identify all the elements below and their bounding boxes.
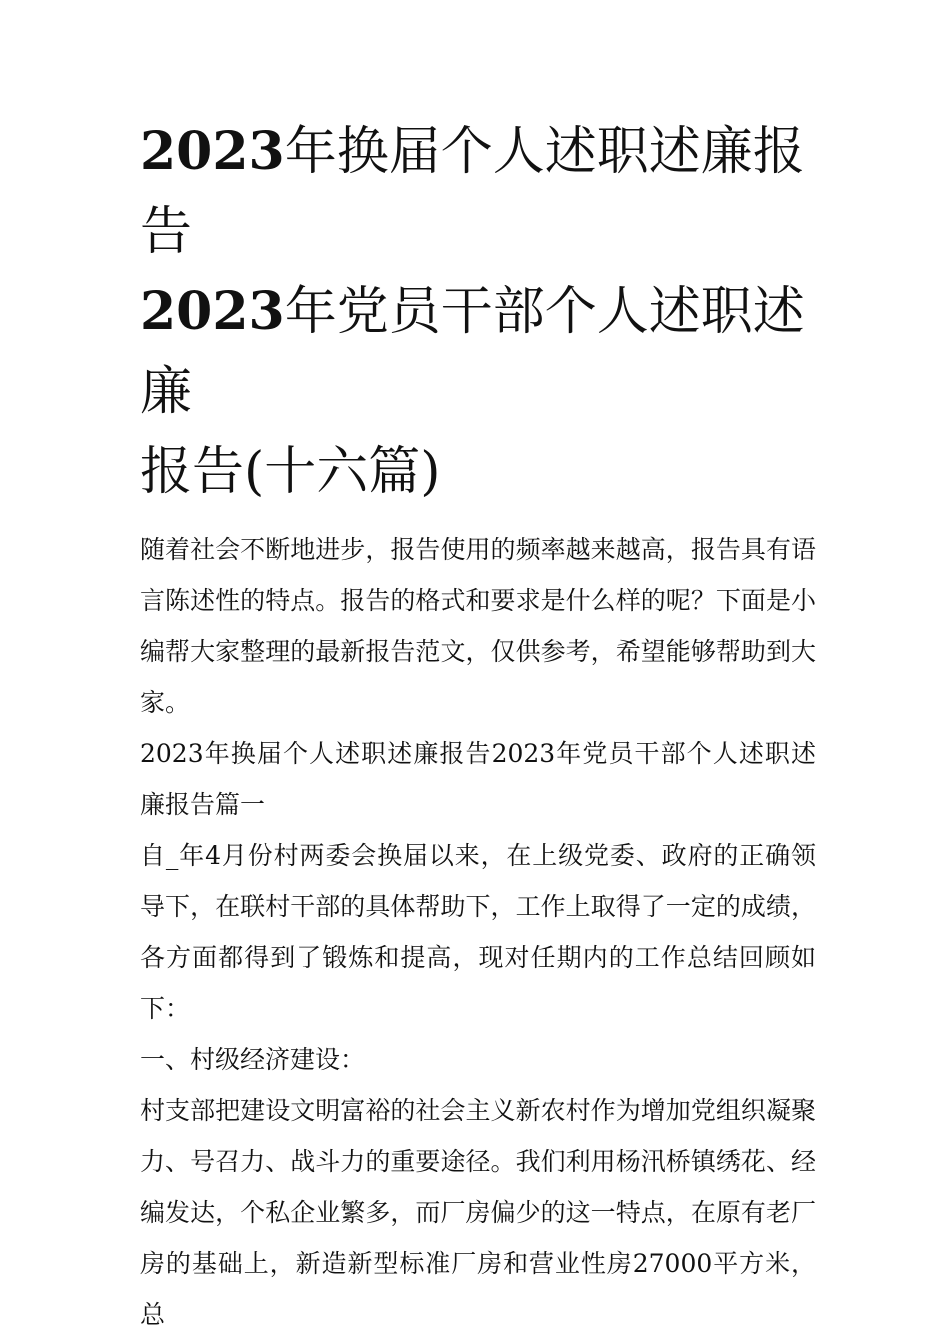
body-paragraph: 自_年4月份村两委会换届以来，在上级党委、政府的正确领导下，在联村干部的具体帮助下，工作上取得了一定的成绩，各方面都得到了锻炼和提高，现对任期内的工作总结回顾如下： <box>140 841 816 1023</box>
title-line-3 <box>140 432 816 512</box>
document-title <box>140 112 816 512</box>
intro-paragraph: 随着社会不断地进步，报告使用的频率越来越高，报告具有语言陈述性的特点。报告的格式和要求是什么样的呢？下面是小编帮大家整理的最新报告范文，仅供参考，希望能够帮助到大家。 <box>140 535 816 717</box>
document-body <box>140 112 816 1340</box>
section-heading-report-one: 2023年换届个人述职述廉报告2023年党员干部个人述职述廉报告篇一 <box>140 739 816 819</box>
title-line-2 <box>140 272 816 432</box>
title-line-1 <box>140 112 816 272</box>
title-year: 2023 <box>140 281 285 342</box>
title-text: 年换届个人述职述廉报告 <box>140 122 805 262</box>
title-year: 2023 <box>140 121 285 182</box>
section-heading-economy: 一、村级经济建设： <box>140 1045 366 1074</box>
title-text: 年党员干部个人述职述廉 <box>140 282 805 422</box>
body-paragraph: 村支部把建设文明富裕的社会主义新农村作为增加党组织凝聚力、号召力、战斗力的重要途径。我们利用杨汛桥镇绣花、经编发达，个私企业繁多，而厂房偏少的这一特点，在原有老厂房的基础上，新造新型标准厂房和营业性房27000平方米，总 <box>140 1096 816 1329</box>
title-text: 报告(十六篇) <box>140 442 441 502</box>
